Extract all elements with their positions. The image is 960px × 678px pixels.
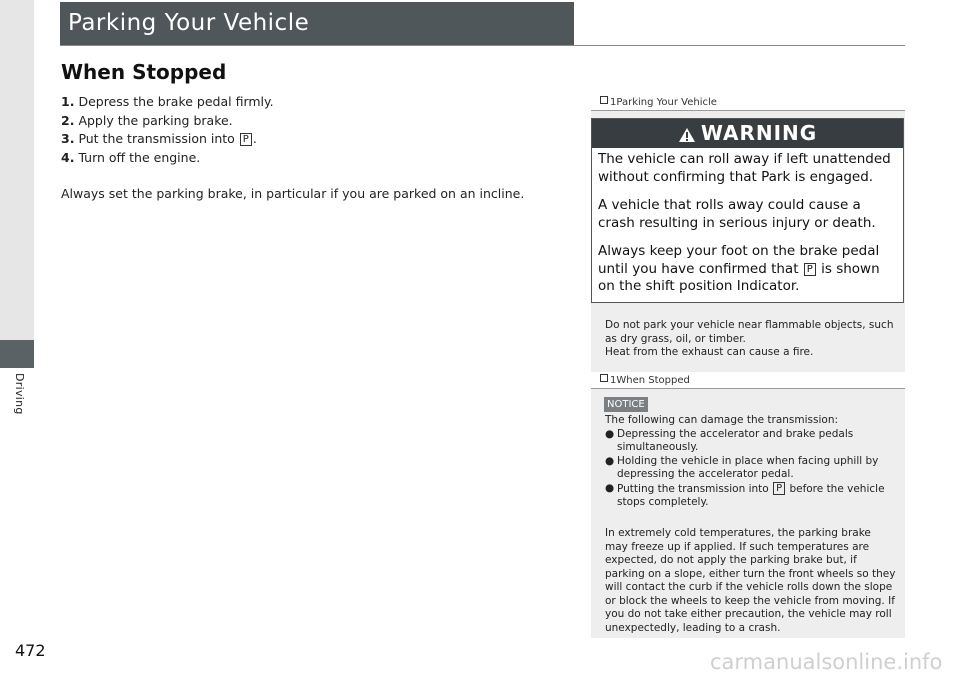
notice-intro: The following can damage the transmission: (605, 414, 839, 426)
step-4 (61, 149, 274, 168)
reference-marker: 1 (610, 375, 617, 386)
step-text-end: . (252, 131, 257, 146)
steps-list (61, 93, 274, 167)
reference-marker-icon (600, 374, 608, 382)
sidebar-rule (591, 110, 905, 111)
incline-note: Always set the parking brake, in particular if you are parked on an incline. (61, 186, 525, 201)
section-tab-label: Driving (13, 373, 26, 415)
step-number: 3. (61, 131, 75, 146)
list-item (605, 482, 897, 510)
bullet-text: Putting the transmission into (617, 482, 769, 495)
step-text: Apply the parking brake. (78, 112, 233, 128)
section-heading: When Stopped (61, 60, 227, 84)
step-1 (61, 93, 274, 112)
park-key-symbol: P (804, 263, 816, 276)
bullet-icon: ● (605, 454, 615, 467)
sidebar-rule (591, 388, 905, 389)
warning-triangle-icon (678, 122, 696, 151)
side-tab-marker (0, 340, 34, 368)
reference-marker: 1 (610, 97, 617, 108)
sidebar-title: Parking Your Vehicle (616, 97, 717, 108)
sidebar-title: When Stopped (616, 375, 690, 386)
warning-box (591, 118, 904, 303)
flammable-note (605, 319, 895, 360)
side-tab-background (0, 0, 34, 340)
bullet-text: before the vehicle stops completely. (617, 482, 885, 508)
step-text: Turn off the engine. (78, 149, 201, 165)
step-3 (61, 130, 274, 149)
notice-text (605, 414, 897, 510)
flammable-text: Do not park your vehicle near flammable objects, such as dry grass, oil, or timber. (605, 319, 894, 345)
bullet-text: Holding the vehicle in place when facing uphill by depressing the accelerator pedal. (617, 454, 879, 480)
list-item (605, 455, 897, 482)
notice-bullets (605, 428, 897, 510)
warning-text (598, 151, 898, 307)
warning-text-part: Always keep your foot on the brake pedal until you have confirmed that (598, 243, 880, 277)
cold-weather-note: In extremely cold temperatures, the parking brake may freeze up if applied. If such temperatures are expected, do not apply the parking brake but, if parking on a slope, either turn the front wheels so they will contact the curb if the vehicle rolls down the slope or block the wheels to keep the vehicle from moving. If you do not take either precaution, the vehicle may roll unexpectedly, leading to a crash. (605, 527, 896, 634)
list-item (605, 428, 897, 455)
park-key-symbol: P (240, 133, 252, 146)
bullet-text: Depressing the accelerator and brake pedals simultaneously. (617, 427, 854, 453)
step-number: 1. (61, 94, 75, 109)
step-text: Depress the brake pedal firmly. (78, 94, 274, 109)
warning-text-part: is shown on the shift position Indicator. (598, 260, 880, 294)
page-title: Parking Your Vehicle (68, 10, 310, 36)
sidebar-heading-parking (600, 96, 717, 108)
step-2 (61, 112, 274, 131)
page-number: 472 (15, 641, 46, 660)
bullet-icon: ● (605, 481, 615, 494)
warning-paragraph (598, 243, 898, 296)
step-number: 2. (61, 112, 75, 128)
reference-marker-icon (600, 96, 608, 104)
exhaust-text: Heat from the exhaust can cause a fire. (605, 346, 814, 358)
bullet-icon: ● (605, 427, 615, 440)
step-text: Put the transmission into (78, 131, 235, 146)
warning-paragraph: A vehicle that rolls away could cause a crash resulting in serious injury or death. (598, 197, 876, 231)
warning-paragraph: The vehicle can roll away if left unattended without confirming that Park is engaged. (598, 151, 891, 185)
warning-label: WARNING (700, 121, 818, 145)
notice-badge: NOTICE (604, 397, 648, 412)
park-key-symbol: P (773, 482, 785, 495)
sidebar-heading-stopped (600, 374, 690, 386)
warning-header (592, 119, 903, 148)
watermark: carmanualsonline.info (710, 650, 943, 674)
title-rule (60, 45, 905, 46)
step-number: 4. (61, 149, 75, 165)
